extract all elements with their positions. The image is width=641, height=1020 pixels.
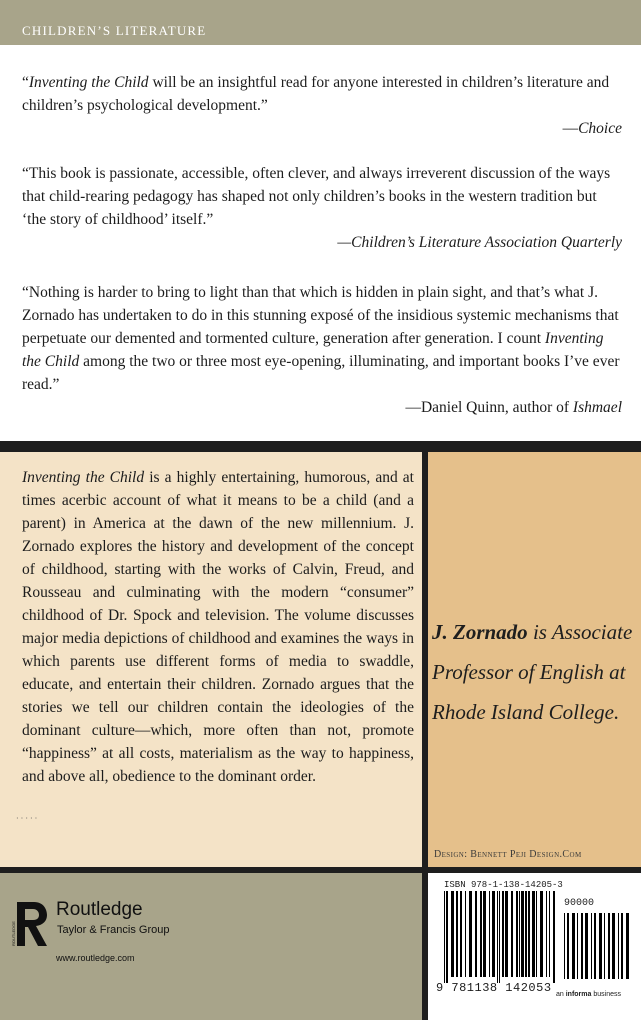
text-run: “ <box>22 74 29 91</box>
publisher-website: www.routledge.com <box>56 953 135 963</box>
addon-stripe <box>608 913 610 979</box>
book-description <box>22 466 414 788</box>
text-run: will be an insightful read for anyone interested in children’s literature and children’s psychological development.” <box>22 74 610 114</box>
barcode-stripe <box>532 891 535 977</box>
barcode-digits: 9 781138 142053 <box>436 981 552 995</box>
author-name: J. Zornado <box>432 620 528 644</box>
review-quote <box>22 281 622 419</box>
addon-stripe <box>612 913 615 979</box>
text-run: “This book is passionate, accessible, often clever, and always irreverent discussion of the ways that child-rearing pedagogy has shaped not only children’s books in the western tradition but ‘the story of childhood’ itself.” <box>22 165 611 228</box>
addon-stripe <box>577 913 578 979</box>
book-title: Inventing the Child <box>22 469 145 486</box>
addon-stripe <box>621 913 623 979</box>
print-smudge: · · · · · <box>16 814 38 823</box>
barcode-stripe <box>456 891 458 977</box>
barcode-stripe <box>465 891 466 977</box>
barcode-stripe <box>451 891 454 977</box>
addon-stripe <box>585 913 588 979</box>
barcode-stripe <box>528 891 530 977</box>
barcode-stripe <box>460 891 462 977</box>
barcode-stripe <box>549 891 550 977</box>
quote-text <box>22 281 622 396</box>
publisher-group: Taylor & Francis Group <box>57 924 170 936</box>
quote-text <box>22 162 622 231</box>
barcode-stripe <box>519 891 520 977</box>
barcode-stripe <box>483 891 486 977</box>
ean-barcode-bars <box>444 891 555 983</box>
barcode-stripe <box>536 891 537 977</box>
author-bio-text: is Associate Professor of English at Rhode Island College. <box>432 620 633 724</box>
quote-attribution <box>22 117 622 140</box>
addon-stripe <box>591 913 592 979</box>
barcode-stripe <box>444 891 445 983</box>
italic-text: Choice <box>578 120 622 137</box>
author-panel <box>428 452 641 867</box>
addon-stripe <box>626 913 629 979</box>
barcode-stripe <box>502 891 504 977</box>
barcode-stripe <box>489 891 490 977</box>
top-category-bar <box>0 0 641 45</box>
addon-stripe <box>604 913 605 979</box>
tagline-suffix: business <box>591 991 621 998</box>
addon-stripe <box>564 913 565 979</box>
text-run: —Daniel Quinn, author of <box>405 399 573 416</box>
barcode-stripe <box>497 891 498 983</box>
barcode-stripe <box>516 891 518 977</box>
barcode-box <box>428 873 641 1020</box>
design-credit: Design: Bennett Peji Design.Com <box>434 849 582 860</box>
italic-text: Inventing the Child <box>22 330 604 370</box>
text-run: “Nothing is harder to bring to light than that which is hidden in plain sight, and that’s what J. Zornado has undertaken to do in this stunning exposé of the insidious systemic mechanisms that perpetuate our demented and tormented culture, generation after generation. I count <box>22 284 619 347</box>
barcode-stripe <box>511 891 513 977</box>
quote-text <box>22 71 622 117</box>
barcode-panel <box>422 873 641 1020</box>
section-divider <box>0 441 641 452</box>
barcode-stripe <box>499 891 500 983</box>
addon-stripe <box>618 913 619 979</box>
price-code: 90000 <box>564 898 595 909</box>
svg-text:ROUTLEDGE: ROUTLEDGE <box>11 921 16 946</box>
description-body: is a highly entertaining, humorous, and at times acerbic account of what it means to be a child (and a parent) in America at the dawn of the new millennium. J. Zornado explores the history and development of the concept of childhood, starting with the works of Calvin, Freud, and Rousseau and culminating with the modern “consumer” childhood of Dr. Spock and television. The volume discusses major media depictions of childhood and examines the ways in which parents use different forms of media to swaddle, educate, and entertain their children. Zornado argues that the stories we tell our children contain the ideologies of the dominant culture—which, more often than not, promote “happiness” at all costs, materialism as the way to happiness, and above all, obedience to the dominant order. <box>22 469 414 785</box>
barcode-stripe <box>525 891 527 977</box>
text-run: — <box>562 120 579 137</box>
barcode-stripe <box>553 891 555 983</box>
publisher-panel <box>0 873 422 1020</box>
italic-text: Ishmael <box>572 399 622 416</box>
italic-text: —Children’s Literature Association Quarterly <box>337 234 622 251</box>
text-run: among the two or three most eye-opening, illuminating, and important books I’ve ever read.” <box>22 353 620 393</box>
barcode-stripe <box>546 891 547 977</box>
routledge-r-icon <box>11 900 50 948</box>
barcode-image <box>438 891 634 983</box>
category-label: CHILDREN’S LITERATURE <box>22 23 207 38</box>
barcode-stripe <box>469 891 472 977</box>
tagline-prefix: an <box>556 991 566 998</box>
barcode-stripe <box>521 891 524 977</box>
review-quotes-section <box>0 45 641 450</box>
review-quote <box>22 162 622 254</box>
quote-attribution <box>22 396 622 419</box>
quote-attribution <box>22 231 622 254</box>
barcode-stripe <box>492 891 495 977</box>
book-description-panel <box>0 452 422 867</box>
barcode-stripe <box>540 891 543 977</box>
price-addon-bars <box>564 913 629 979</box>
review-quote <box>22 71 622 140</box>
addon-stripe <box>572 913 575 979</box>
isbn-text: ISBN 978-1-138-14205-3 <box>444 880 563 890</box>
publisher-name: Routledge <box>56 899 143 920</box>
italic-text: Inventing the Child <box>28 74 149 91</box>
informa-brand: informa <box>565 991 592 998</box>
barcode-stripe <box>475 891 477 977</box>
addon-stripe <box>599 913 602 979</box>
addon-stripe <box>567 913 569 979</box>
informa-tagline <box>556 991 621 998</box>
addon-stripe <box>594 913 596 979</box>
addon-stripe <box>581 913 583 979</box>
author-bio <box>432 612 637 732</box>
barcode-stripe <box>480 891 482 977</box>
barcode-stripe <box>446 891 448 983</box>
barcode-stripe <box>505 891 508 977</box>
